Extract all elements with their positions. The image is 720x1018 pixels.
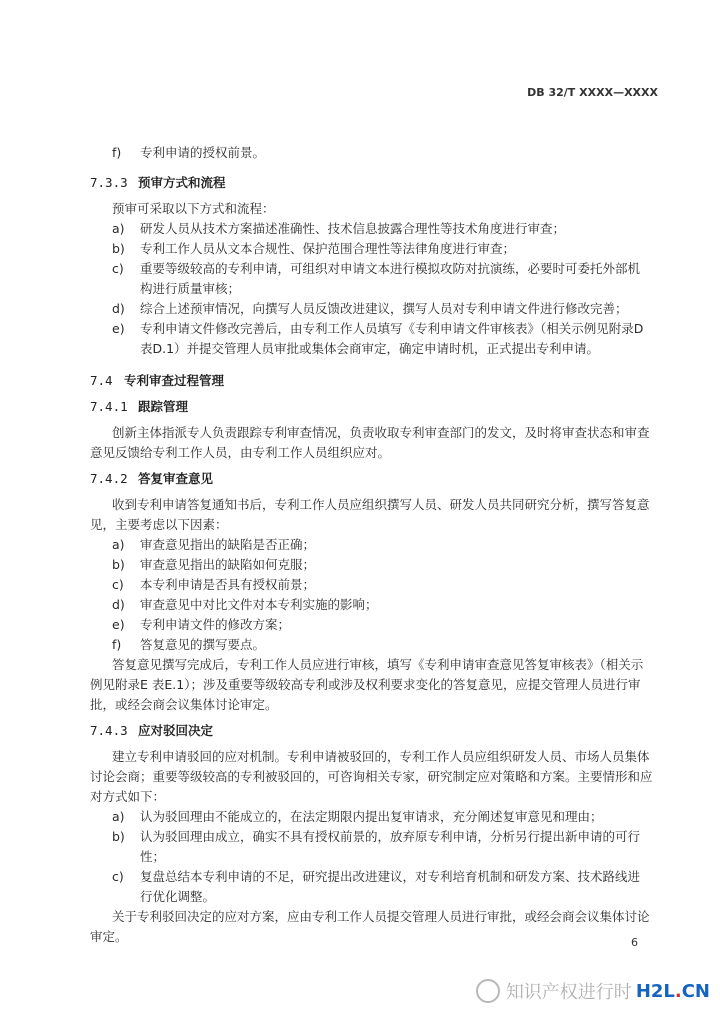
list-item: c) 重要等级较高的专利申请，可组织对申请文本进行模拟攻防对抗演练，必要时可委托外部机 [112,261,641,276]
section-heading-7-4-3: 7.4.3 应对驳回决定 [90,723,214,738]
wechat-icon [476,979,500,1003]
list-item: c) 复盘总结本专利申请的不足，研究提出改进建议，对专利培育机制和研发方案、技术路线进 [112,869,641,884]
section-heading-7-4: 7.4 专利审查过程管理 [90,373,225,388]
list-item: a) 认为驳回理由不能成立的，在法定期限内提出复审请求，充分阐述复审意见和理由； [112,809,603,824]
page-number: 6 [631,936,638,949]
list-item: d) 综合上述预审情况，向撰写人员反馈改进建议，撰写人员对专利申请文件进行修改完善； [112,301,628,316]
paragraph: 建立专利申请驳回的应对机制。专利申请被驳回的，专利工作人员应组织研发人员、市场人员集体 [112,749,650,764]
list-item: b) 审查意见指出的缺陷如何克服； [112,557,316,572]
list-item-continuation: 表D.1）并提交管理人员审批或集体会商审定，确定申请时机，正式提出专利申请。 [140,341,600,356]
document-body [90,143,660,947]
paragraph: 预审可采取以下方式和流程： [112,201,275,216]
list-item: c) 本专利申请是否具有授权前景； [112,577,316,592]
paragraph: 创新主体指派专人负责跟踪专利审查情况，负责收取专利审查部门的发文，及时将审查状态和审查 [112,425,650,440]
watermark-text: 知识产权进行时 [505,982,632,1003]
paragraph-continuation: 意见反馈给专利工作人员，由专利工作人员组织应对。 [90,445,391,460]
list-item: d) 审查意见中对比文件对本专利实施的影响； [112,597,378,612]
paragraph-continuation: 讨论会商；重要等级较高的专利被驳回的，可咨询相关专家，研究制定应对策略和方案。主要情形和应 [90,769,653,784]
list-item: f) 答复意见的撰写要点。 [112,637,266,652]
list-item-continuation: 构进行质量审核； [140,281,241,296]
watermark [476,978,710,1004]
paragraph-continuation: 批，或经会商会议集体讨论审定。 [90,697,278,712]
list-item: b) 专利工作人员从文本合规性、保护范围合理性等法律角度进行审查； [112,241,516,256]
paragraph: 关于专利驳回决定的应对方案，应由专利工作人员提交管理人员进行审批，或经会商会议集体讨论 [112,909,650,924]
document-code: DB 32/T XXXX—XXXX [527,86,658,99]
paragraph: 答复意见撰写完成后，专利工作人员应进行审核，填写《专利申请审查意见答复审核表》（相关示 [112,657,644,672]
list-item: f) 专利申请的授权前景。 [112,145,266,160]
paragraph: 收到专利申请答复通知书后，专利工作人员应组织撰写人员、研发人员共同研究分析，撰写答复意 [112,497,650,512]
section-heading-7-3-3: 7.3.3 预审方式和流程 [90,175,226,190]
section-heading-7-4-1: 7.4.1 跟踪管理 [90,399,189,414]
watermark-logo: H2L.CN [635,980,710,1002]
list-item: e) 专利申请文件的修改方案； [112,617,291,632]
list-item-continuation: 行优化调整。 [140,889,216,904]
list-item: b) 认为驳回理由成立，确实不具有授权前景的，放弃原专利申请，分析另行提出新申请的可行 [112,829,641,844]
paragraph-continuation: 对方式如下： [90,789,166,804]
list-item: e) 专利申请文件修改完善后，由专利工作人员填写《专利申请文件审核表》（相关示例见附录D [112,321,644,336]
paragraph-continuation: 审定。 [90,929,128,944]
list-item: a) 研发人员从技术方案描述准确性、技术信息披露合理性等技术角度进行审查； [112,221,566,236]
list-item-continuation: 性； [140,849,166,864]
paragraph-continuation: 见，主要考虑以下因素： [90,517,228,532]
paragraph-continuation: 例见附录E 表E.1）；涉及重要等级较高专利或涉及权利要求变化的答复意见，应提交管理人员进行审 [90,677,641,692]
section-heading-7-4-2: 7.4.2 答复审查意见 [90,471,214,486]
list-item: a) 审查意见指出的缺陷是否正确； [112,537,316,552]
